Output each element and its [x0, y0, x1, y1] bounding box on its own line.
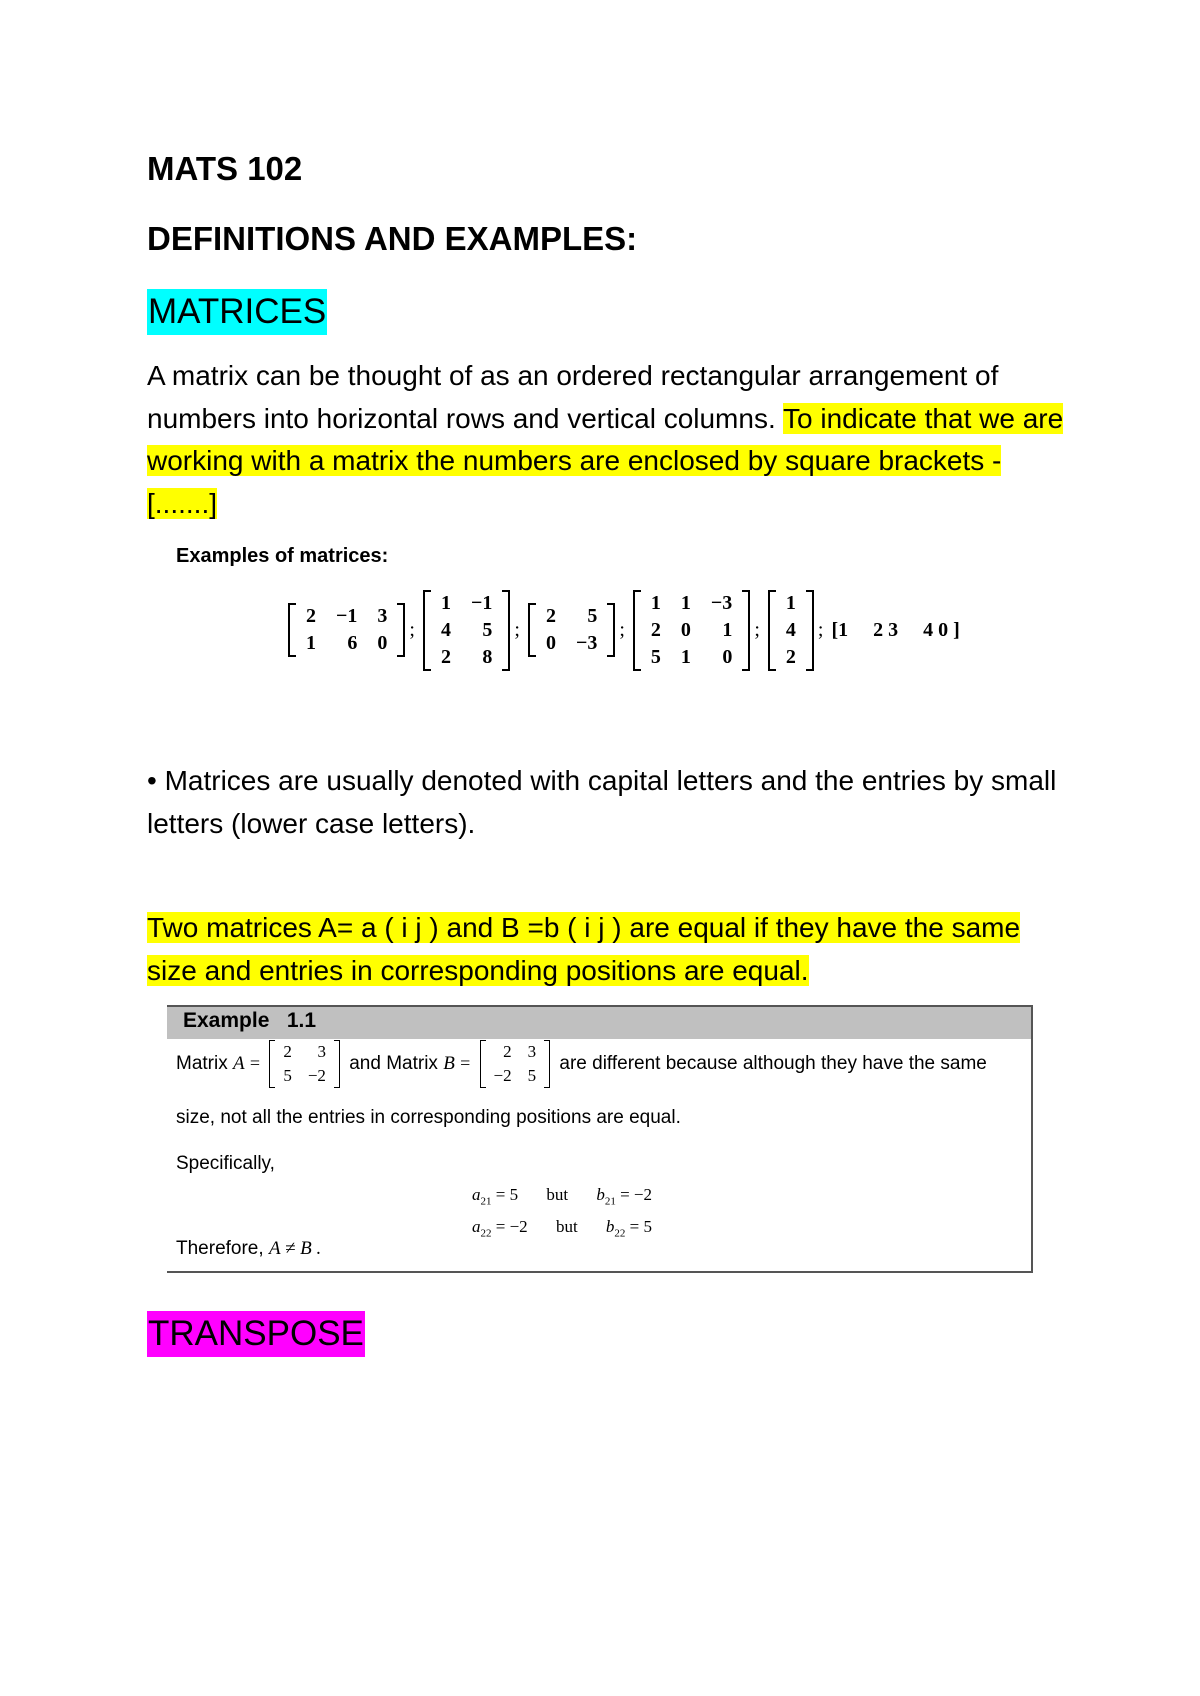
- separator: ;: [514, 618, 520, 641]
- matrix-entry: 4: [440, 618, 451, 641]
- matrix-entry: 0: [545, 632, 556, 654]
- matrix-row: [431, 590, 502, 617]
- separator: ;: [817, 618, 824, 641]
- matrix-entry: 5: [283, 1066, 292, 1085]
- highlighted-bracket-note: To indicate that we are working with a matrix the numbers are enclosed by square brackets - [.......]: [147, 402, 1064, 519]
- matrix-entry: 3: [317, 1042, 326, 1061]
- matrix-row: [536, 603, 607, 630]
- matrix-entry: 5: [482, 618, 493, 641]
- example-matrix-2: [423, 590, 510, 671]
- separator: ;: [754, 618, 760, 641]
- example-row-vector: [1 2 3 4 0 ]: [831, 618, 960, 641]
- eq2-rhs-value: = 5: [629, 1217, 653, 1236]
- matrix-definition-paragraph: [147, 355, 1067, 525]
- matrix-entry: 0: [722, 645, 733, 668]
- matrix-entry: −2: [307, 1066, 326, 1085]
- matrix-row: [776, 590, 806, 617]
- matrix-entry: −1: [336, 605, 358, 627]
- eq1-lhs: a: [472, 1185, 481, 1204]
- equation-1: [472, 1185, 652, 1207]
- example-header-label: Example 1.1: [183, 1009, 317, 1032]
- matrix-row: [275, 1064, 334, 1088]
- separator: ;: [619, 618, 625, 641]
- example-header: [167, 1005, 1031, 1039]
- matrix-entry: 1: [440, 591, 451, 614]
- specifically-label: Specifically,: [176, 1153, 275, 1174]
- example-matrix-1: [288, 603, 405, 657]
- matrix-row: [275, 1040, 334, 1064]
- example-matrix-5: [768, 590, 814, 671]
- matrix-row: [431, 617, 502, 644]
- section-heading-transpose: TRANSPOSE: [147, 1311, 365, 1357]
- definition-text: A matrix can be thought of as an ordered rectangular arrangement of numbers into horizontal rows and vertical columns.: [147, 360, 999, 434]
- course-code: MATS 102: [147, 150, 303, 187]
- example-line-2: size, not all the entries in corresponding positions are equal.: [176, 1107, 681, 1128]
- matrix-entry: −3: [575, 632, 598, 654]
- and-matrix-text: and Matrix: [349, 1053, 438, 1075]
- matrix-entry: 1: [306, 632, 316, 654]
- matrix-entry: 0: [377, 632, 388, 654]
- equality-definition-paragraph: [147, 907, 1027, 992]
- matrix-row: [641, 644, 742, 671]
- eq2-lhs: a: [472, 1217, 481, 1236]
- eq1-lhs-value: = 5: [495, 1185, 519, 1204]
- eq1-lhs-sub: 21: [480, 1195, 492, 1208]
- matrix-entry: 2: [283, 1042, 292, 1061]
- therefore-line: [176, 1238, 321, 1260]
- matrix-entry: 2: [503, 1042, 512, 1061]
- matrix-entry: 5: [527, 1066, 537, 1085]
- matrix-row: [776, 644, 806, 671]
- matrix-row: [641, 617, 742, 644]
- matrix-entry: 1: [722, 618, 733, 641]
- matrix-entry: 5: [650, 645, 661, 668]
- example-matrix-4: [633, 590, 750, 671]
- matrix-row: [296, 630, 397, 657]
- eq1-rhs: b: [596, 1185, 605, 1204]
- matrix-row: [776, 617, 806, 644]
- equality-definition-text: Two matrices A= a ( i j ) and B =b ( i j ) are equal if they have the same size and entries in corresponding positions are equal.: [147, 912, 1021, 986]
- matrix-a: [269, 1040, 340, 1088]
- document-heading: DEFINITIONS AND EXAMPLES:: [147, 220, 638, 257]
- matrix-entry: 1: [680, 591, 691, 614]
- examples-title: Examples of matrices:: [176, 545, 389, 567]
- matrix-entry: 2: [545, 605, 556, 627]
- example-box: [167, 1005, 1033, 1273]
- eq1-rhs-value: = −2: [620, 1185, 653, 1204]
- matrix-entry: 1: [650, 591, 661, 614]
- matrix-entry: 5: [587, 605, 598, 627]
- eq2-but: but: [555, 1217, 578, 1236]
- eq2-rhs: b: [605, 1217, 615, 1236]
- equation-2: [472, 1217, 652, 1239]
- therefore-label: Therefore,: [176, 1238, 264, 1259]
- matrix-entry: 1: [680, 645, 691, 668]
- matrix-entry: 3: [377, 605, 388, 627]
- eq2-lhs-sub: 22: [480, 1227, 492, 1240]
- eq2-rhs-sub: 22: [614, 1227, 626, 1240]
- matrix-row: [536, 630, 607, 657]
- example-line-1: [176, 1040, 987, 1088]
- matrix-entry: 1: [785, 591, 796, 614]
- matrix-entry: 6: [347, 632, 358, 654]
- matrix-entry: 4: [785, 618, 796, 641]
- matrix-entry: −3: [710, 591, 733, 614]
- matrix-entry: 2: [785, 645, 796, 668]
- eq1-rhs-sub: 21: [604, 1195, 616, 1208]
- matrix-row: [431, 644, 502, 671]
- section-heading-matrices: MATRICES: [147, 289, 327, 335]
- separator: ;: [409, 618, 415, 641]
- conclusion: A ≠ B .: [268, 1238, 322, 1259]
- matrix-row: [486, 1040, 545, 1064]
- matrix-label: Matrix: [176, 1053, 228, 1075]
- example-line-1-end: are different because although they have the same: [559, 1053, 987, 1075]
- matrix-b-symbol: B: [443, 1053, 455, 1075]
- matrix-entry: 3: [527, 1042, 537, 1061]
- matrix-entry: 2: [650, 618, 661, 641]
- equals-sign: =: [460, 1053, 471, 1074]
- matrix-row: [641, 590, 742, 617]
- matrix-entry: 8: [482, 645, 493, 668]
- eq1-but: but: [546, 1185, 569, 1204]
- equals-sign: =: [249, 1053, 261, 1074]
- matrix-entry: −2: [493, 1066, 512, 1085]
- matrix-entry: 2: [306, 605, 316, 627]
- eq2-lhs-value: = −2: [495, 1217, 528, 1236]
- matrix-row: [296, 603, 397, 630]
- matrix-b: [480, 1040, 551, 1088]
- matrix-examples-row: [288, 590, 960, 670]
- matrix-entry: 0: [680, 618, 691, 641]
- matrix-entry: −1: [470, 591, 493, 614]
- matrix-row: [486, 1064, 545, 1088]
- matrix-a-symbol: A: [233, 1053, 245, 1075]
- example-matrix-3: [528, 603, 615, 657]
- matrix-entry: 2: [440, 645, 451, 668]
- bullet-notation-paragraph: • Matrices are usually denoted with capital letters and the entries by small letters (lower case letters).: [147, 765, 1057, 839]
